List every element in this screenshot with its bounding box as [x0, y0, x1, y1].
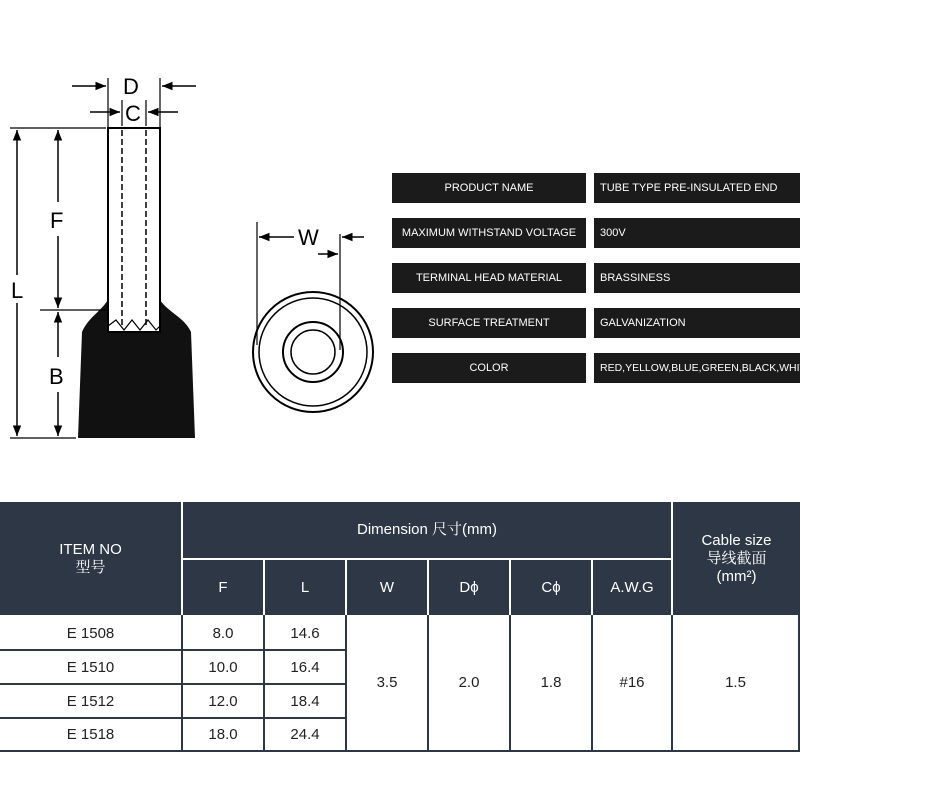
cell-l: 16.4 — [290, 658, 320, 676]
label-l: L — [11, 278, 24, 303]
cell-d-shared: 2.0 — [458, 674, 480, 691]
spec-key: TERMINAL HEAD MATERIAL — [392, 263, 586, 293]
header-cable-size-cn: 导线截面 — [706, 549, 767, 567]
grid-line — [798, 615, 800, 752]
cell-item: E 1510 — [66, 658, 115, 676]
cell-f: 10.0 — [208, 658, 238, 676]
dimension-f — [40, 130, 106, 310]
ferrule-end-view — [253, 292, 373, 412]
spec-key: COLOR — [392, 353, 586, 383]
cell-item: E 1518 — [66, 726, 115, 743]
header-item-no — [0, 502, 181, 615]
label-c: C — [125, 101, 141, 126]
end-view-ring-2 — [259, 298, 367, 406]
cell-cable-shared: 1.5 — [725, 674, 746, 691]
spec-value: 300V — [594, 218, 800, 248]
spec-key: PRODUCT NAME — [392, 173, 586, 203]
spec-key: MAXIMUM WITHSTAND VOLTAGE — [392, 218, 586, 248]
cell-f: 12.0 — [208, 692, 238, 710]
cell-l: 18.4 — [290, 692, 320, 710]
header-cable-size — [673, 502, 800, 615]
cell-f: 8.0 — [212, 624, 234, 642]
cell-l: 24.4 — [290, 726, 320, 743]
header-col-l: L — [265, 560, 345, 615]
label-w: W — [298, 225, 319, 250]
header-item-no-cn: 型号 — [75, 558, 106, 576]
cell-c-shared: 1.8 — [540, 674, 562, 691]
header-cable-size-en: Cable size — [701, 531, 772, 549]
cell-item: E 1512 — [66, 692, 115, 710]
label-d: D — [123, 74, 139, 99]
header-col-d: Dϕ — [429, 560, 509, 615]
dimension-b — [49, 312, 64, 436]
end-view-ring-3 — [283, 322, 343, 382]
grid-line — [0, 750, 800, 752]
spec-key: SURFACE TREATMENT — [392, 308, 586, 338]
cell-w-shared: 3.5 — [376, 674, 398, 691]
spec-value: BRASSINESS — [594, 263, 800, 293]
end-view-inner-ring — [291, 330, 335, 374]
cell-item: E 1508 — [66, 624, 115, 642]
cell-f: 18.0 — [208, 726, 238, 743]
cell-l: 14.6 — [290, 624, 320, 642]
header-item-no-en: ITEM NO — [59, 540, 122, 558]
label-b: B — [49, 364, 64, 389]
ferrule-side-view — [78, 128, 195, 438]
dimension-table — [0, 502, 800, 752]
label-f: F — [50, 208, 64, 233]
spec-value: RED,YELLOW,BLUE,GREEN,BLACK,WHITE,BROWN,ORANGE,GRAY — [594, 353, 800, 383]
cell-awg-shared: #16 — [619, 674, 645, 691]
header-col-awg: A.W.G — [593, 560, 671, 615]
header-col-c: Cϕ — [511, 560, 591, 615]
header-col-w: W — [347, 560, 427, 615]
spec-value: GALVANIZATION — [594, 308, 800, 338]
header-cable-size-unit: (mm²) — [716, 567, 757, 585]
spec-value: TUBE TYPE PRE-INSULATED END — [594, 173, 800, 203]
header-dimension: Dimension 尺寸(mm) — [183, 502, 671, 558]
dimension-c — [90, 100, 178, 126]
end-view-outer-ring — [253, 292, 373, 412]
header-col-f: F — [183, 560, 263, 615]
metal-tube — [108, 128, 160, 332]
